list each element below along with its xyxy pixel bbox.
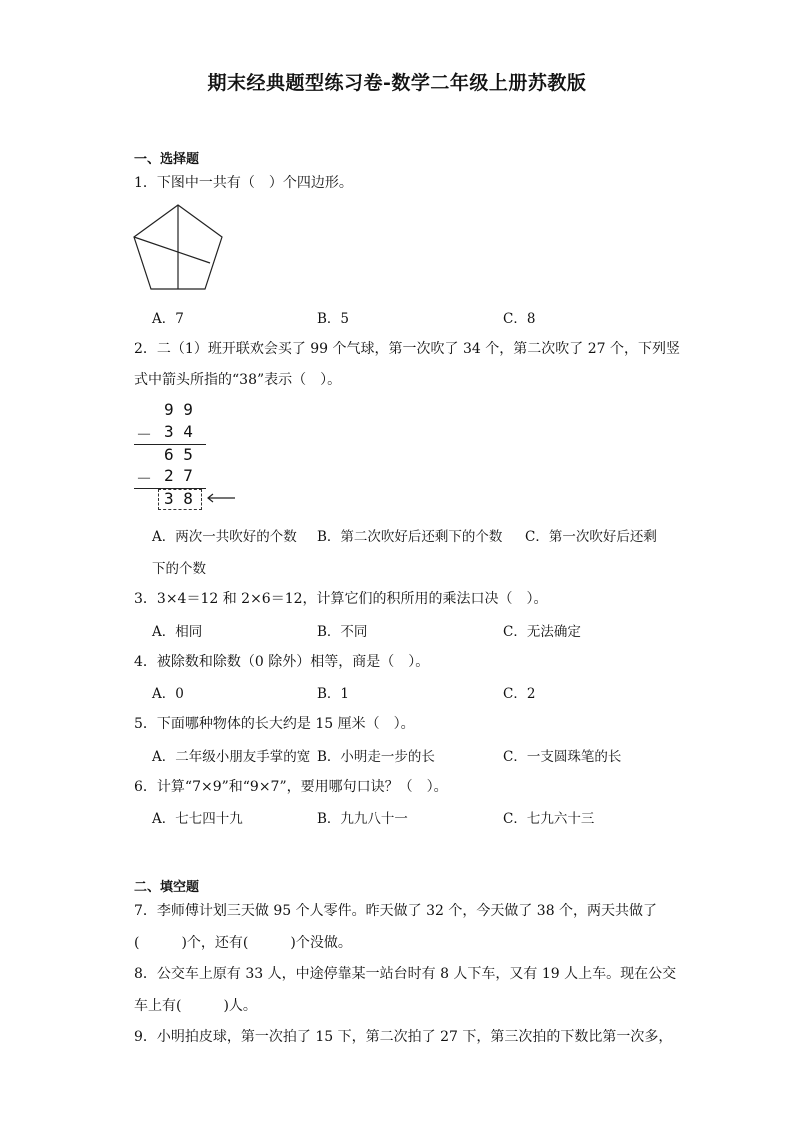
pentagon-figure: [130, 203, 226, 291]
page-title: 期末经典题型练习卷-数学二年级上册苏教版: [207, 72, 587, 94]
arith-row-1: 9 9: [164, 400, 193, 419]
arith-row-2: 3 4: [164, 422, 193, 441]
arith-row-5: 3 8: [164, 489, 193, 508]
arith-minus-2: －: [136, 469, 153, 488]
q3-option-c: C．无法确定: [503, 624, 581, 640]
q1-option-a: A．7: [152, 311, 184, 327]
q2-option-c: C．第一次吹好后还剩: [525, 529, 657, 545]
question-8-line2: 车上有( )人。: [134, 998, 257, 1014]
q2-option-a: A．两次一共吹好的个数: [152, 529, 297, 545]
question-9-line1: 9．小明拍皮球，第一次拍了 15 下，第二次拍了 27 下，第三次拍的下数比第一次多，: [134, 1029, 673, 1045]
q6-option-c: C．七九六十三: [503, 811, 595, 827]
arrow-left-icon: [204, 491, 236, 505]
q3-option-a: A．相同: [152, 624, 203, 640]
q2-option-c-continued: 下的个数: [152, 561, 206, 577]
q3-option-b: B．不同: [317, 624, 368, 640]
q5-option-a: A．二年级小朋友手掌的宽: [152, 749, 311, 765]
question-8-line1: 8．公交车上原有 33 人，中途停靠某一站台时有 8 人下车，又有 19 人上车。现在公交: [134, 966, 677, 982]
pentagon-diagonal-line: [134, 237, 210, 263]
section-heading-fill: 二、填空题: [134, 880, 200, 895]
question-7-line2: ( )个，还有( )个没做。: [134, 935, 352, 951]
q5-option-c: C．一支圆珠笔的长: [503, 749, 622, 765]
arith-row-3: 6 5: [164, 445, 193, 464]
question-2-line2: 式中箭头所指的“38”表示（ ）。: [134, 372, 342, 388]
question-6-text: 6．计算“7×9”和“9×7”，要用哪句口诀？（ ）。: [134, 779, 448, 795]
q5-option-b: B．小明走一步的长: [317, 749, 435, 765]
q6-option-b: B．九九八十一: [317, 811, 408, 827]
vertical-subtraction: [134, 400, 244, 515]
question-3-text: 3．3×4＝12 和 2×6＝12，计算它们的积所用的乘法口决（ ）。: [134, 591, 548, 607]
q2-option-b: B．第二次吹好后还剩下的个数: [317, 529, 503, 545]
q4-option-b: B．1: [317, 686, 350, 702]
question-7-line1: 7．李师傅计划三天做 95 个人零件。昨天做了 32 个，今天做了 38 个，两天共做了: [134, 903, 658, 919]
q4-option-a: A．0: [152, 686, 184, 702]
q1-option-b: B．5: [317, 311, 350, 327]
question-1-text: 1．下图中一共有（ ）个四边形。: [134, 175, 353, 191]
question-2-line1: 2．二（1）班开联欢会买了 99 个气球，第一次吹了 34 个，第二次吹了 27 个，下列竖: [134, 341, 680, 357]
q1-option-c: C．8: [503, 311, 536, 327]
arith-minus-1: －: [136, 425, 153, 444]
section-heading-choice: 一、选择题: [134, 152, 200, 167]
q4-option-c: C．2: [503, 686, 536, 702]
q6-option-a: A．七七四十九: [152, 811, 243, 827]
question-4-text: 4．被除数和除数（0 除外）相等，商是（ ）。: [134, 654, 430, 670]
arith-row-4: 2 7: [164, 466, 193, 485]
question-5-text: 5．下面哪种物体的长大约是 15 厘米（ ）。: [134, 716, 415, 732]
